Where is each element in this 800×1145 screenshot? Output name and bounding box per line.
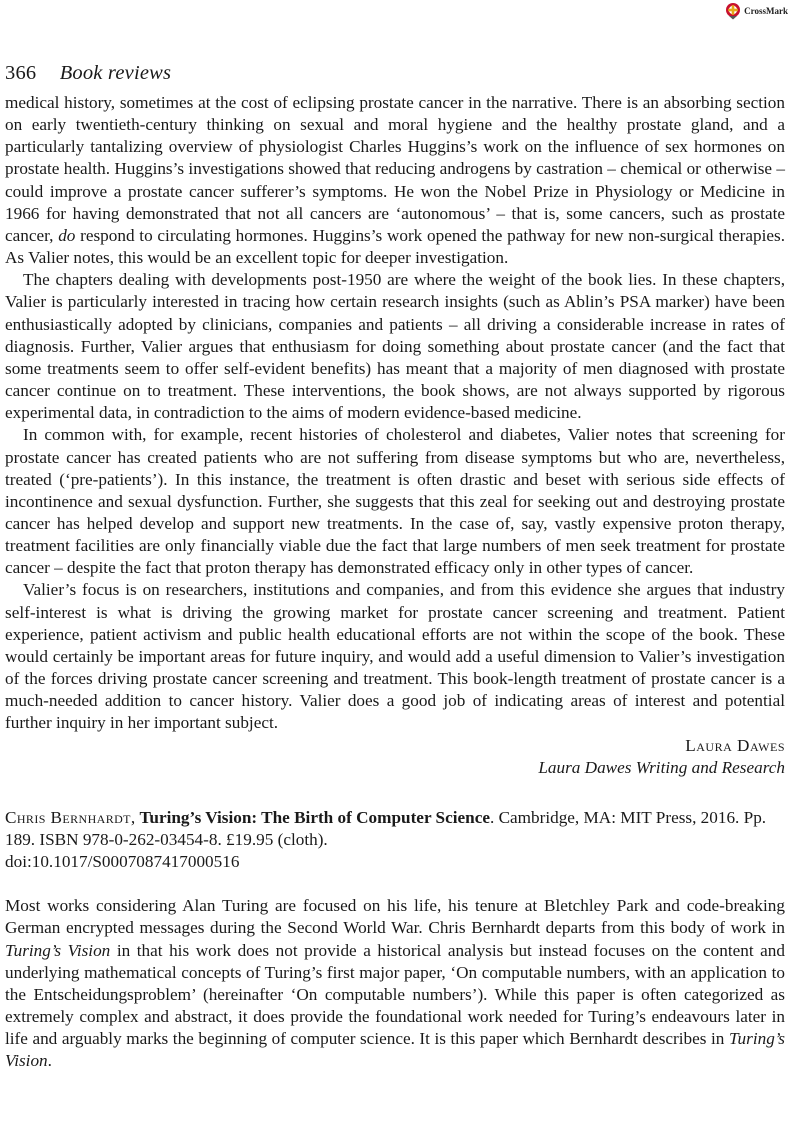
page-number: 366 <box>5 62 37 84</box>
book-doi[interactable]: doi:10.1017/S0007087417000516 <box>5 852 240 872</box>
body-text <box>5 92 785 1073</box>
reviewer-name: Laura Dawes <box>685 735 785 755</box>
book-title: Turing’s Vision: The Birth of Computer Science <box>139 807 490 827</box>
crossmark-icon <box>725 2 741 20</box>
review2-paragraph-1: Most works considering Alan Turing are focused on his life, his tenure at Bletchley Park and code-breaking German encrypted messages during the Second World War. Chris Bernhardt departs from this body of work in Turing’s Vision in that his work does not provide a historical analysis but instead focuses on the content and underlying mathematical concepts of Turing’s first major paper, ‘On computable numbers, with an application to the Entscheidungsproblem’ (hereinafter ‘On computable numbers’). While this paper is often categorized as extremely complex and abstract, it does provide the foundational work needed for Turing’s endeavours later in life and arguably marks the beginning of computer science. It is this paper which Bernhardt describes in Turing’s Vision. <box>5 896 785 1071</box>
book-author: Chris Bernhardt <box>5 807 131 827</box>
book-publication: . Cambridge, MA: MIT Press, 2016. Pp. 189. ISBN 978-0-262-03454-8. £19.95 (cloth). <box>5 807 767 849</box>
book-citation: Chris Bernhardt, Turing’s Vision: The Birth of Computer Science. Cambridge, MA: MIT Press, 2016. Pp. 189. ISBN 978-0-262-03454-8. £19.95 (cloth). doi:10.1017/S0007087417000516 <box>5 807 767 872</box>
crossmark-label: CrossMark <box>744 6 788 16</box>
review1-paragraph-2: The chapters dealing with developments post-1950 are where the weight of the book lies. In these chapters, Valier is particularly interested in tracing how certain research insights (such as Ablin’s PSA marker) have been enthusiastically adopted by clinicians, companies and patients – all driving a considerable increase in rates of diagnosis. Further, Valier argues that enthusiasm for doing something about prostate cancer (and the fact that some treatments seem to offer self-evident benefits) has meant that a majority of men diagnosed with prostate cancer continue on to treatment. These interventions, the book shows, are not always supported by rigorous experimental data, in contradiction to the aims of modern evidence-based medicine. <box>5 270 785 423</box>
review1-paragraph-4: Valier’s focus is on researchers, institutions and companies, and from this evidence she argues that industry self-interest is what is driving the growing market for prostate cancer screening and treatment. Patient experience, patient activism and public health educational efforts are not within the scope of the book. These would certainly be important areas for future inquiry, and would add a useful dimension to Valier’s investigation of the forces driving prostate cancer screening and treatment. This book-length treatment of prostate cancer is a much-needed addition to cancer history. Valier does a good job of indicating areas of interest and potential further inquiry in her important subject. <box>5 580 785 733</box>
running-title: Book reviews <box>59 62 172 84</box>
running-header <box>5 62 171 85</box>
crossmark-badge[interactable] <box>725 2 788 20</box>
review1-paragraph-1: medical history, sometimes at the cost of eclipsing prostate cancer in the narrative. There is an absorbing section on early twentieth-century thinking on sexual and moral hygiene and the healthy prostate gland, and a particularly tantalizing overview of physiologist Charles Huggins’s work on the influence of sex hormones on prostate health. Huggins’s investigations showed that reducing androgens by castration – chemical or otherwise – could improve a prostate cancer sufferer’s symptoms. He won the Nobel Prize in Physiology or Medicine in 1966 for having demonstrated that not all cancers are ‘autonomous’ – that is, some cancers, such as prostate cancer, do respond to circulating hormones. Huggins’s work opened the pathway for new non-surgical therapies. As Valier notes, this would be an excellent topic for deeper investigation. <box>5 93 785 268</box>
reviewer-signature <box>5 735 785 779</box>
review1-paragraph-3: In common with, for example, recent histories of cholesterol and diabetes, Valier notes that screening for prostate cancer has created patients who are not suffering from disease symptoms but who are, nevertheless, treated (‘pre-patients’). In this instance, the treatment is often drastic and beset with serious side effects of incontinence and sexual dysfunction. Further, she suggests that this zeal for seeking out and destroying prostate cancer has helped develop and support new treatments. In the case of, say, vastly expensive proton therapy, treatment facilities are only financially viable due the fact that large numbers of men seek treatment for prostate cancer – despite the fact that proton therapy has demonstrated efficacy only in other types of cancer. <box>5 425 785 578</box>
reviewer-affiliation: Laura Dawes Writing and Research <box>538 757 785 777</box>
